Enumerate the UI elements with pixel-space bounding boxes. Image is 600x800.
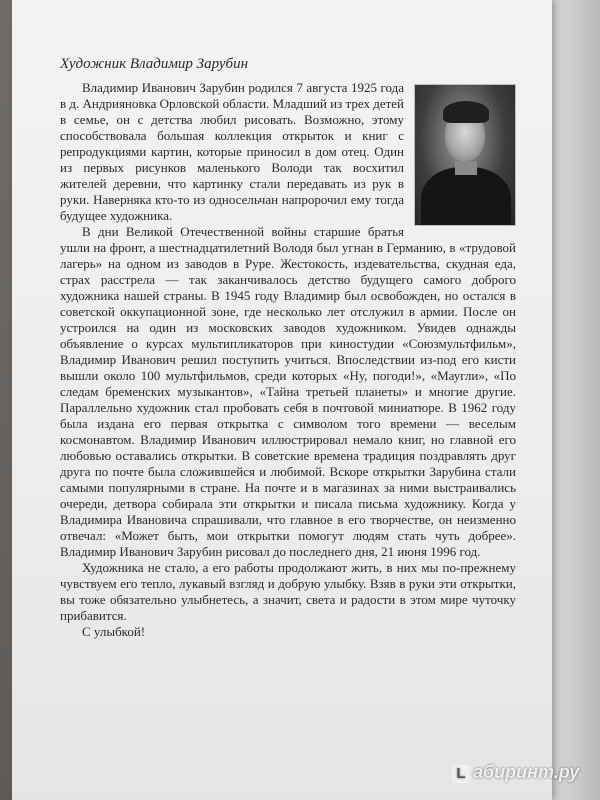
paragraph-3: Художника не стало, а его работы продолжают жить, в них мы по-прежнему чувствуем его тепло, лукавый взгляд и добрую улыбку. Взяв в руки эти открытки, вы тоже обязательно улыбнетесь, а значит, света и радости в этом мире чуточку прибавится. [60,560,516,623]
portrait-shoulders [421,167,511,226]
watermark-text: абиринт.ру [473,762,580,782]
article [60,56,516,640]
paragraph-1: Владимир Иванович Зарубин родился 7 августа 1925 года в д. Андрияновка Орловской области. Младший из трех детей в семье, он с детства любил рисовать. Возможно, этому способствовала большая коллекция открыток и книг с репродукциями картин, которые приносил в дом отец. Один из первых рисунков маленького Володи так восхитил жителей деревни, что картинку стали передавать из рук в руки. Наверняка кто-то из односельчан напророчил ему тогда будущее художника. [60,80,404,223]
portrait-hair [443,101,489,123]
paragraph-2: В дни Великой Отечественной войны старшие братья ушли на фронт, а шестнадцатилетний Володя был угнан в Германию, в «трудовой лагерь» на одном из заводов в Руре. Жестокость, издевательства, скудная еда, страх расстрела — так заканчивалось детство будущего самого доброго художника нашей страны. В 1945 году Владимир был освобожден, но остался в советской оккупационной зоне, где несколько лет отслужил в армии. После он устроился на один из московских заводов художником. Увидев однажды объявление о курсах мультипликаторов при киностудии «Союзмультфильм», Владимир Иванович решил поступить учиться. Впоследствии из-под его кисти вышли около 100 мультфильмов, среди которых «Ну, погоди!», «Маугли», «По следам бременских музыкантов», «Тайна третьей планеты» и многие другие. Параллельно художник стал пробовать себя в почтовой миниатюре. В 1962 году была издана его первая открытка с символом того времени — веселым космонавтом. Владимир Иванович иллюстрировал немало книг, но главной его любовью оставались открытки. В советские времена традиция поздравлять друг друга по почте была сложившейся и любимой. Вскоре открытки Зарубина стали самыми популярными в стране. На почте и в магазинах за ними выстраивались очереди, детвора собирала эти открытки и писала письма художнику. Когда у Владимира Ивановича спрашивали, что главное в его творчестве, он неизменно отвечал: «Может быть, мои открытки помогут людям стать чуть добрее». Владимир Иванович Зарубин рисовал до последнего дня, 21 июня 1996 год. [60,224,516,559]
signoff: С улыбкой! [82,624,146,639]
labirint-logo-icon: L [452,765,470,783]
book-page [12,0,552,800]
portrait-photo [414,84,516,226]
article-title: Художник Владимир Зарубин [60,56,249,72]
portrait-collar [455,161,477,175]
labirint-watermark [452,762,579,783]
